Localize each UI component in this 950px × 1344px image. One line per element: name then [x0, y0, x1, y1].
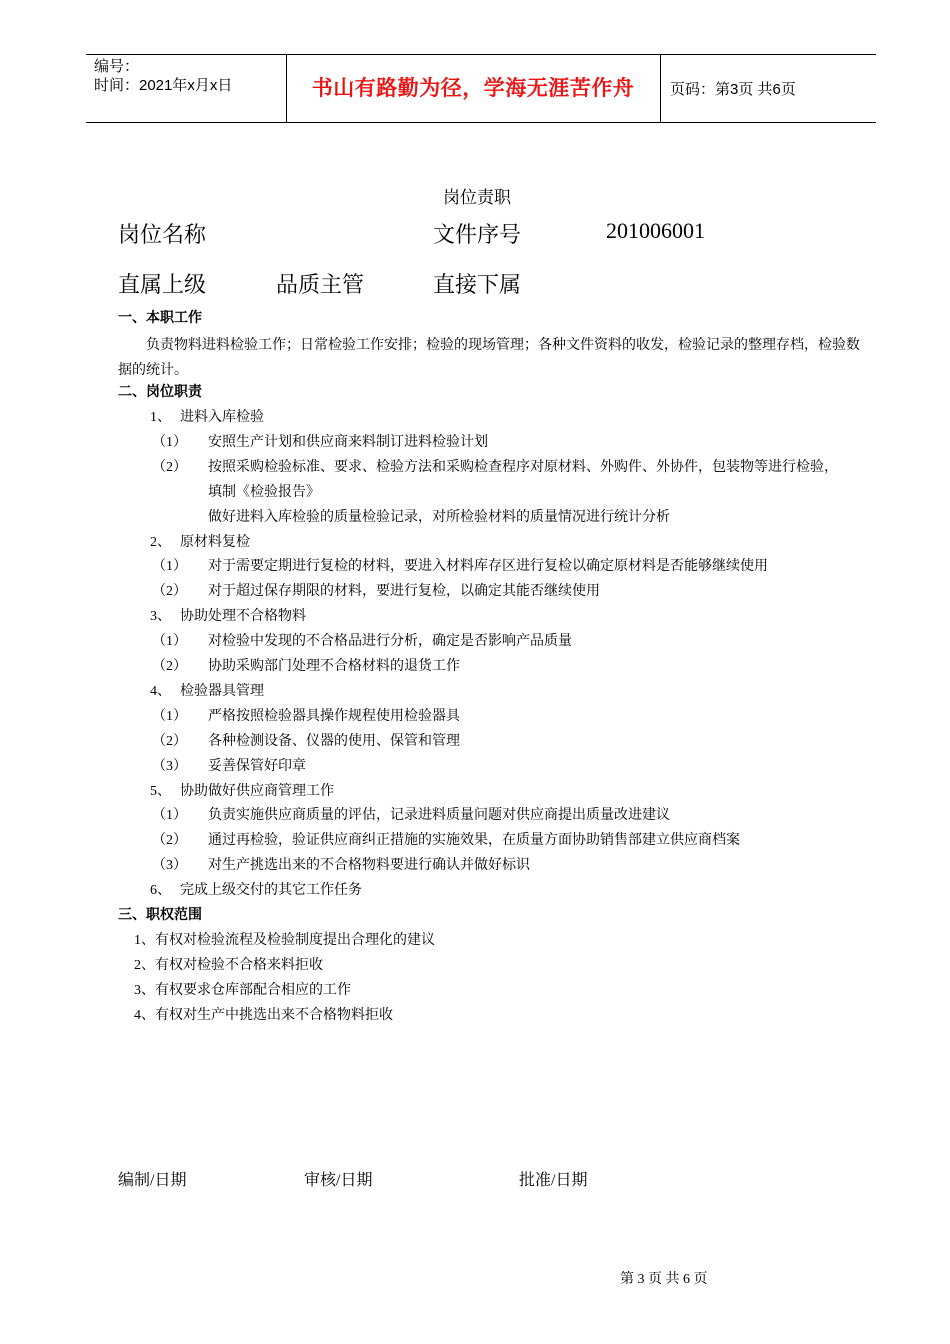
header-divider-right — [660, 54, 661, 122]
authority-item: 4、有权对生产中挑选出来不合格物料拒收 — [134, 1008, 393, 1023]
duty-item: 通过再检验，验证供应商纠正措施的实施效果，在质量方面协助销售部建立供应商档案 — [208, 833, 740, 848]
duty-item: 对检验中发现的不合格品进行分析，确定是否影响产品质量 — [208, 634, 572, 649]
authority-item: 3、有权要求仓库部配合相应的工作 — [134, 983, 351, 998]
duty-heading: 协助处理不合格物料 — [180, 609, 306, 624]
duty-number: （1） — [152, 709, 187, 724]
duty-item: 负责实施供应商质量的评估，记录进料质量问题对供应商提出质量改进建议 — [208, 808, 670, 823]
duty-number: （1） — [152, 634, 187, 649]
duty-item: 严格按照检验器具操作规程使用检验器具 — [208, 709, 460, 724]
section-duty-body: 负责物料进料检验工作；日常检验工作安排；检验的现场管理；各种文件资料的收发，检验记录的整理存档，检验数据的统计。 — [118, 338, 860, 378]
duty-number: （2） — [152, 659, 187, 674]
section-heading-duty: 一、本职工作 — [118, 311, 202, 326]
duty-number: 2、 — [150, 535, 171, 550]
header-bottom-rule — [86, 122, 876, 123]
duty-number: 5、 — [150, 784, 171, 799]
superior-value: 品质主管 — [276, 272, 365, 297]
reviewed-by-label: 审核/日期 — [304, 1172, 373, 1189]
duty-item: 对于需要定期进行复检的材料，要进入材料库存区进行复检以确定原材料是否能够继续使用 — [208, 559, 768, 574]
duty-heading: 协助做好供应商管理工作 — [180, 784, 334, 799]
document-title: 岗位责职 — [443, 188, 511, 207]
duty-heading: 完成上级交付的其它工作任务 — [180, 883, 362, 898]
duty-heading: 检验器具管理 — [180, 684, 264, 699]
duty-item: 各种检测设备、仪器的使用、保管和管理 — [208, 734, 460, 749]
section-heading-responsibilities: 二、岗位职责 — [118, 385, 202, 400]
duty-number: （1） — [152, 808, 187, 823]
duty-heading: 原材料复检 — [180, 535, 250, 550]
header-motto: 书山有路勤为径，学海无涯苦作舟 — [311, 77, 635, 100]
position-name-label: 岗位名称 — [118, 222, 207, 247]
header-top-rule — [86, 54, 876, 55]
authority-item: 2、有权对检验不合格来料拒收 — [134, 958, 323, 973]
header-page-info: 页码：第3页 共6页 — [670, 81, 796, 98]
duty-number: 4、 — [150, 684, 171, 699]
duty-item: 对生产挑选出来的不合格物料要进行确认并做好标识 — [208, 858, 530, 873]
duty-number: （3） — [152, 858, 187, 873]
duty-number: （2） — [152, 734, 187, 749]
subordinate-label: 直接下属 — [433, 272, 522, 297]
duty-item: 协助采购部门处理不合格材料的退货工作 — [208, 659, 460, 674]
duty-number: （3） — [152, 759, 187, 774]
duty-number: （2） — [152, 833, 187, 848]
authority-item: 1、有权对检验流程及检验制度提出合理化的建议 — [134, 933, 435, 948]
file-no-label: 文件序号 — [433, 222, 522, 247]
duty-item: 对于超过保存期限的材料，要进行复检，以确定其能否继续使用 — [208, 584, 600, 599]
duty-item: 妥善保管好印章 — [208, 759, 306, 774]
duty-heading: 进料入库检验 — [180, 410, 264, 425]
header-meta — [94, 57, 232, 95]
duty-number: （2） — [152, 584, 187, 599]
duty-item: 安照生产计划和供应商来料制订进料检验计划 — [208, 435, 488, 450]
duty-item: 按照采购检验标准、要求、检验方法和采购检查程序对原材料、外购件、外协件，包装物等进行检验， — [208, 460, 838, 475]
duty-number: 6、 — [150, 883, 171, 898]
number-label: 编号： — [94, 58, 140, 75]
prepared-by-label: 编制/日期 — [118, 1172, 187, 1189]
duty-item: 做好进料入库检验的质量检验记录，对所检验材料的质量情况进行统计分析 — [208, 510, 670, 525]
duty-number: 3、 — [150, 609, 171, 624]
duty-number: （1） — [152, 435, 187, 450]
duty-number: （1） — [152, 559, 187, 574]
superior-label: 直属上级 — [118, 272, 207, 297]
approved-by-label: 批准/日期 — [519, 1172, 588, 1189]
duty-item: 填制《检验报告》 — [208, 485, 320, 500]
time-label: 时间：2021年x月x日 — [94, 77, 233, 94]
duty-number: 1、 — [150, 410, 171, 425]
page-footer: 第 3 页 共 6 页 — [620, 1272, 708, 1287]
duty-number: （2） — [152, 460, 187, 475]
section-heading-authority: 三、职权范围 — [118, 908, 202, 923]
file-no-value: 201006001 — [606, 218, 705, 243]
